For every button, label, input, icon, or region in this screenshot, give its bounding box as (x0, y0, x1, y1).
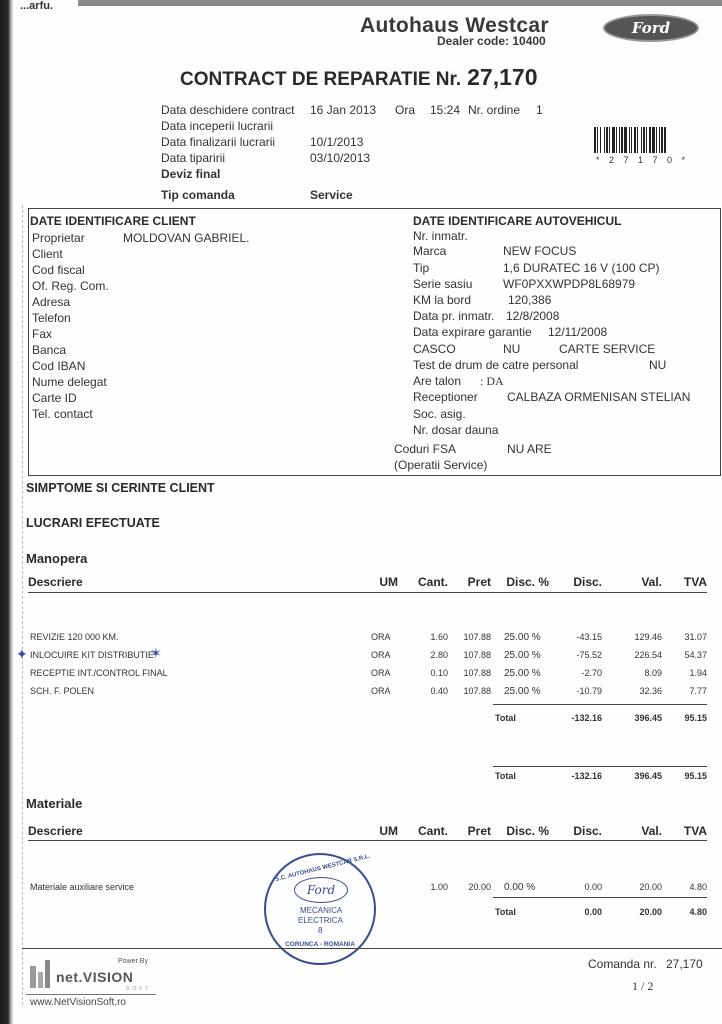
top-strip (78, 0, 722, 6)
cell-pret: 20.00 (468, 882, 491, 892)
client-field-label: Cod IBAN (32, 359, 86, 373)
stamp-line2: ELECTRICA (298, 916, 343, 925)
km-label: KM la bord (413, 293, 472, 307)
client-field-label: Banca (32, 343, 67, 357)
contract-number: 27,170 (467, 64, 538, 90)
logo-bar-1 (30, 966, 36, 988)
cell-val: 20.00 (639, 882, 662, 892)
cell-um: ORA (371, 686, 391, 696)
company-name: Autohaus Westcar (360, 14, 549, 37)
client-field-label: Telefon (32, 311, 71, 325)
manopera-heading: Manopera (26, 551, 88, 566)
manopera-col-cant: Cant. (418, 575, 448, 589)
test-label: Test de drum de catre personal (413, 358, 579, 372)
soc-asig-label: Soc. asig. (413, 407, 466, 421)
cell-tva: 7.77 (689, 686, 707, 696)
type-label: Tip comanda (161, 188, 235, 202)
cell-val: 129.46 (634, 632, 662, 642)
client-field-label: Cod fiscal (32, 263, 85, 277)
materiale-col-desc: Descriere (28, 824, 83, 838)
cell-pret: 107.88 (463, 650, 491, 660)
client-field-label: Adresa (32, 295, 71, 309)
materiale-col-disc-pct: Disc. % (506, 824, 549, 838)
materiale-col-um: UM (379, 824, 398, 838)
total-val: 20.00 (639, 907, 662, 917)
test-value: NU (649, 358, 667, 372)
cell-cant: 2.80 (430, 650, 448, 660)
total-val: 396.45 (634, 771, 662, 781)
materiale-col-disc: Disc. (573, 824, 602, 838)
dealer-code: Dealer code: 10400 (437, 34, 546, 48)
type-value: Service (310, 188, 353, 202)
pen-mark-left: ✦ (16, 646, 28, 662)
perforation-line (22, 205, 23, 1005)
cell-pret: 107.88 (463, 632, 491, 642)
comanda-value: 27,170 (666, 957, 703, 971)
deviz-final: Deviz final (161, 167, 221, 181)
casco-value: NU (503, 342, 521, 356)
cell-disc: -75.52 (576, 650, 602, 660)
cell-disc: -43.15 (576, 632, 602, 642)
garantie-value: 12/11/2008 (548, 325, 608, 339)
materiale-col-val: Val. (641, 824, 662, 838)
cell-val: 8.09 (644, 668, 662, 678)
client-field-label: Fax (32, 327, 53, 341)
pen-mark-right: ✶ (150, 645, 162, 661)
manopera-col-disc-pct: Disc. % (506, 575, 549, 589)
client-heading: DATE IDENTIFICARE CLIENT (30, 214, 196, 228)
stamp-ford-logo (294, 877, 348, 903)
barcode-bar (666, 127, 667, 153)
receptioner-value: CALBAZA ORMENISAN STELIAN (507, 390, 691, 404)
materiale-total-rule (493, 897, 707, 898)
stamp-logo-text: Ford (306, 883, 336, 897)
materiale-col-pret: Pret (467, 824, 491, 838)
cell-desc: Materiale auxiliare service (30, 882, 135, 892)
client-field-label: Of. Reg. Com. (32, 279, 109, 293)
manopera-col-disc: Disc. (573, 575, 602, 589)
cell-pret: 107.88 (463, 686, 491, 696)
manopera-col-tva: TVA (683, 575, 707, 589)
manopera-col-val: Val. (641, 575, 662, 589)
ford-logo-text: Ford (631, 19, 671, 37)
footer-rule (22, 948, 722, 949)
cell-um: ORA (371, 632, 391, 642)
contract-title-label: CONTRACT DE REPARATIE Nr. (180, 69, 462, 90)
comanda-label: Comanda nr. (588, 957, 657, 971)
total-disc: -132.16 (571, 771, 602, 781)
cell-tva: 4.80 (689, 882, 707, 892)
cell-disc-pct: 0.00 % (504, 882, 536, 893)
tip-label: Tip (413, 261, 430, 275)
cell-cant: 1.60 (430, 632, 448, 642)
total-disc: -132.16 (571, 713, 602, 723)
cell-val: 226.54 (634, 650, 662, 660)
client-field-label: Nume delegat (32, 375, 107, 389)
cell-cant: 0.40 (430, 686, 448, 696)
materiale-header-rule (28, 840, 707, 841)
serie-value: WF0PXXWPDP8L68979 (503, 277, 636, 291)
cell-tva: 31.07 (684, 632, 707, 642)
page-number: 1 / 2 (632, 979, 654, 993)
netvision-brand: net.VISION (56, 969, 134, 985)
client-field-label: Proprietar (32, 231, 85, 245)
powered-by: Power By (118, 958, 148, 965)
top-strip-label: ...arfu. (20, 0, 54, 12)
total-tva: 95.15 (684, 771, 707, 781)
stamp-top-text: S.C. AUTOHAUS WESTCAR S.R.L. (274, 853, 371, 884)
receptioner-label: Receptioner (413, 390, 478, 404)
cell-cant: 0.10 (430, 668, 448, 678)
opened-label: Data deschidere contract (161, 103, 295, 117)
lucrari-total-rule (493, 766, 707, 767)
netvision-url: www.NetVisionSoft.ro (30, 997, 126, 1008)
manopera-col-um: UM (379, 575, 398, 589)
cell-disc-pct: 25.00 % (504, 686, 541, 697)
total-label: Total (495, 713, 516, 723)
print-label: Data tiparirii (161, 151, 226, 165)
total-tva: 4.80 (689, 907, 707, 917)
fsa-sub: (Operatii Service) (394, 458, 488, 472)
logo-rule (26, 994, 156, 995)
stamp-line3: 8 (318, 926, 323, 935)
marca-label: Marca (413, 244, 447, 258)
cell-desc: REVIZIE 120 000 KM. (30, 632, 119, 642)
carte-service: CARTE SERVICE (559, 342, 656, 356)
dosar-label: Nr. dosar dauna (413, 423, 499, 437)
cell-desc: RECEPTIE INT./CONTROL FINAL (30, 668, 168, 678)
cell-val: 32.36 (639, 686, 662, 696)
garantie-label: Data expirare garantie (413, 325, 532, 339)
cell-disc: -2.70 (581, 668, 602, 678)
total-label: Total (495, 907, 516, 917)
cell-disc-pct: 25.00 % (504, 632, 541, 643)
km-value: 120,386 (508, 293, 552, 307)
pr-inmatr-value: 12/8/2008 (506, 309, 560, 323)
finish-value: 10/1/2013 (310, 135, 364, 149)
ora-label: Ora (395, 103, 416, 117)
cell-desc: INLOCUIRE KIT DISTRIBUTIE (30, 650, 154, 660)
logo-bar-3 (45, 960, 50, 988)
ford-logo (603, 14, 699, 42)
cell-um: ORA (371, 668, 391, 678)
serie-label: Serie sasiu (413, 277, 473, 291)
finish-label: Data finalizarii lucrarii (161, 135, 276, 149)
cell-disc: 0.00 (584, 882, 602, 892)
cell-disc-pct: 25.00 % (504, 668, 541, 679)
total-disc: 0.00 (584, 907, 602, 917)
talon-label: Are talon (413, 374, 462, 388)
order-value: 1 (536, 103, 543, 117)
materiale-col-cant: Cant. (418, 824, 448, 838)
total-val: 396.45 (634, 713, 662, 723)
manopera-header-rule (28, 592, 707, 593)
nr-inmatr-label: Nr. inmatr. (413, 229, 468, 243)
stamp-bottom-text: CORUNCA - ROMANIA (285, 941, 355, 948)
manopera-col-desc: Descriere (28, 575, 83, 589)
cell-disc: -10.79 (576, 686, 602, 696)
cell-cant: 1.00 (430, 882, 448, 892)
client-field-label: Carte ID (32, 391, 77, 405)
print-value: 03/10/2013 (310, 151, 371, 165)
casco-label: CASCO (413, 342, 456, 356)
opened-value: 16 Jan 2013 (310, 103, 377, 117)
cell-pret: 107.88 (463, 668, 491, 678)
stamp-line1: MECANICA (300, 906, 343, 915)
logo-bar-2 (38, 972, 43, 988)
order-label: Nr. ordine (468, 103, 521, 117)
cell-disc-pct: 25.00 % (504, 650, 541, 661)
barcode (594, 127, 718, 153)
netvision-sub: SOFT (126, 986, 152, 992)
fsa-value: NU ARE (507, 442, 552, 456)
fsa-label: Coduri FSA (394, 442, 457, 456)
scan-left-edge (0, 0, 14, 1024)
total-tva: 95.15 (684, 713, 707, 723)
netvision-logo (26, 958, 158, 1012)
vehicle-heading: DATE IDENTIFICARE AUTOVEHICUL (413, 214, 622, 228)
materiale-heading: Materiale (26, 796, 83, 811)
cell-tva: 1.94 (689, 668, 707, 678)
manopera-total-rule (493, 704, 707, 705)
simptome-heading: SIMPTOME SI CERINTE CLIENT (26, 481, 215, 495)
materiale-col-tva: TVA (683, 824, 707, 838)
cell-desc: SCH. F. POLEN (30, 686, 95, 696)
pr-inmatr-label: Data pr. inmatr. (413, 309, 495, 323)
cell-um: ORA (371, 650, 391, 660)
client-field-value: MOLDOVAN GABRIEL. (123, 231, 250, 245)
barcode-text: *27170* (596, 155, 695, 165)
talon-value: : DA (480, 374, 504, 388)
lucrari-heading: LUCRARI EFECTUATE (26, 516, 160, 530)
manopera-col-pret: Pret (467, 575, 491, 589)
client-field-label: Client (32, 247, 63, 261)
tip-value: 1,6 DURATEC 16 V (100 CP) (503, 261, 660, 275)
ora-value: 15:24 (430, 103, 461, 117)
contract-title (180, 64, 538, 91)
client-field-label: Tel. contact (32, 407, 93, 421)
total-label: Total (495, 771, 516, 781)
marca-value: NEW FOCUS (503, 244, 577, 258)
cell-tva: 54.37 (684, 650, 707, 660)
start-label: Data inceperii lucrarii (161, 119, 274, 133)
